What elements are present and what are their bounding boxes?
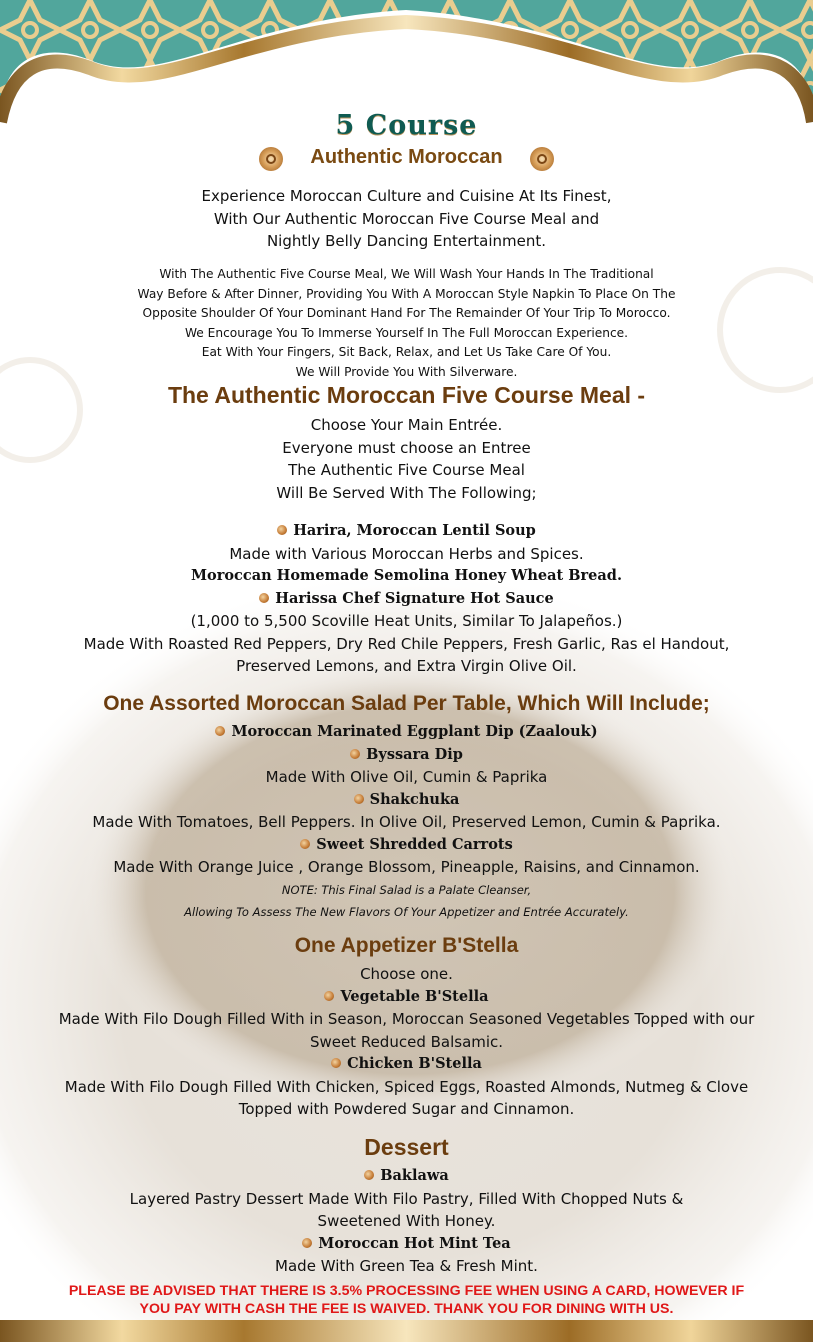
details-line: We Encourage You To Immerse Yourself In The Full Moroccan Experience. xyxy=(184,325,629,340)
bullet-icon xyxy=(215,726,225,736)
page-subtitle: Authentic Moroccan xyxy=(310,146,503,168)
page-title: 5 Course xyxy=(335,110,478,141)
byssara-desc: Made With Olive Oil, Cumin & Paprika xyxy=(265,768,548,786)
dessert-section xyxy=(0,1165,813,1278)
shakchuka-item: Shakchuka xyxy=(369,790,460,808)
baklawa-desc: Layered Pastry Dessert Made With Filo Pastry, Filled With Chopped Nuts & xyxy=(129,1189,684,1208)
harissa-item: Harissa Chef Signature Hot Sauce xyxy=(275,589,554,607)
details-line: Way Before & After Dinner, Providing You With A Moroccan Style Napkin To Place On The xyxy=(137,286,676,301)
shakchuka-desc: Made With Tomatoes, Bell Peppers. In Olive Oil, Preserved Lemon, Cumin & Paprika. xyxy=(92,813,721,831)
byssara-item: Byssara Dip xyxy=(366,745,463,763)
bullet-icon xyxy=(350,749,360,759)
bullet-icon xyxy=(300,839,310,849)
mint-tea-desc: Made With Green Tea & Fresh Mint. xyxy=(275,1257,538,1275)
dessert-heading: Dessert xyxy=(364,1134,449,1160)
vegetable-desc: Made With Filo Dough Filled With in Season, Moroccan Seasoned Vegetables Topped with our xyxy=(58,1010,755,1028)
fee-notice-line: YOU PAY WITH CASH THE FEE IS WAIVED. THANK YOU FOR DINING WITH US. xyxy=(139,1301,674,1317)
meal-line: Choose Your Main Entrée. xyxy=(310,416,503,434)
bullet-icon xyxy=(364,1170,374,1180)
intro-text xyxy=(0,185,813,253)
bullet-icon xyxy=(302,1238,312,1248)
salad-note: NOTE: This Final Salad is a Palate Cleanser, xyxy=(281,882,532,897)
medallion-icon xyxy=(259,147,283,171)
baklawa-desc: Sweetened With Honey. xyxy=(317,1212,496,1230)
meal-line: The Authentic Five Course Meal xyxy=(288,461,525,479)
salad-note: Allowing To Assess The New Flavors Of Your Appetizer and Entrée Accurately. xyxy=(184,904,629,919)
chicken-desc: Topped with Powdered Sugar and Cinnamon. xyxy=(238,1100,575,1118)
carrots-desc: Made With Orange Juice , Orange Blossom, Pineapple, Raisins, and Cinnamon. xyxy=(113,858,700,876)
bullet-icon xyxy=(259,593,269,603)
vegetable-bstella-item: Vegetable B'Stella xyxy=(340,987,489,1005)
harira-item: Harira, Moroccan Lentil Soup xyxy=(293,522,536,539)
eggplant-item: Moroccan Marinated Eggplant Dip (Zaalouk) xyxy=(231,723,598,740)
harissa-desc: Preserved Lemons, and Extra Virgin Olive Oil. xyxy=(236,657,577,675)
meal-line: Will Be Served With The Following; xyxy=(276,483,537,502)
baklawa-item: Baklawa xyxy=(380,1167,449,1184)
fee-notice-line: PLEASE BE ADVISED THAT THERE IS 3.5% PROCESSING FEE WHEN USING A CARD, HOWEVER IF xyxy=(68,1283,745,1299)
harira-desc: Made with Various Moroccan Herbs and Spices. xyxy=(229,544,584,563)
chicken-bstella-item: Chicken B'Stella xyxy=(347,1055,482,1072)
intro-line: Nightly Belly Dancing Entertainment. xyxy=(266,232,547,250)
fee-notice xyxy=(0,1282,813,1318)
intro-line: With Our Authentic Moroccan Five Course Meal and xyxy=(213,209,600,228)
details-line: Opposite Shoulder Of Your Dominant Hand For The Remainder Of Your Trip To Morocco. xyxy=(142,306,671,320)
mint-tea-item: Moroccan Hot Mint Tea xyxy=(318,1234,511,1252)
salad-section xyxy=(0,721,813,923)
bullet-icon xyxy=(354,794,364,804)
intro-line: Experience Moroccan Culture and Cuisine At Its Finest, xyxy=(201,187,612,205)
bread-item: Moroccan Homemade Semolina Honey Wheat Bread. xyxy=(191,567,622,584)
medallion-icon xyxy=(530,147,554,171)
salad-heading: One Assorted Moroccan Salad Per Table, Which Will Include; xyxy=(103,692,710,715)
starters-section xyxy=(0,520,813,678)
harissa-heat: (1,000 to 5,500 Scoville Heat Units, Similar To Jalapeños.) xyxy=(190,612,623,630)
vegetable-desc: Sweet Reduced Balsamic. xyxy=(309,1032,504,1051)
appetizer-heading: One Appetizer B'Stella xyxy=(294,934,519,957)
bullet-icon xyxy=(277,525,287,535)
bullet-icon xyxy=(324,991,334,1001)
details-text xyxy=(0,265,813,382)
appetizer-section xyxy=(0,963,813,1121)
harissa-desc: Made With Roasted Red Peppers, Dry Red Chile Peppers, Fresh Garlic, Ras el Handout, xyxy=(83,634,730,653)
details-line: Eat With Your Fingers, Sit Back, Relax, and Let Us Take Care Of You. xyxy=(201,345,612,359)
appetizer-choose: Choose one. xyxy=(360,965,453,983)
details-line: We Will Provide You With Silverware. xyxy=(295,364,518,379)
bullet-icon xyxy=(331,1058,341,1068)
chicken-desc: Made With Filo Dough Filled With Chicken, Spiced Eggs, Roasted Almonds, Nutmeg & Clove xyxy=(64,1077,749,1096)
carrots-item: Sweet Shredded Carrots xyxy=(316,835,513,853)
meal-heading: The Authentic Moroccan Five Course Meal - xyxy=(167,382,646,408)
details-line: With The Authentic Five Course Meal, We Will Wash Your Hands In The Traditional xyxy=(159,267,654,281)
meal-lines xyxy=(0,414,813,504)
meal-line: Everyone must choose an Entree xyxy=(282,438,531,457)
subtitle-row xyxy=(0,146,813,171)
